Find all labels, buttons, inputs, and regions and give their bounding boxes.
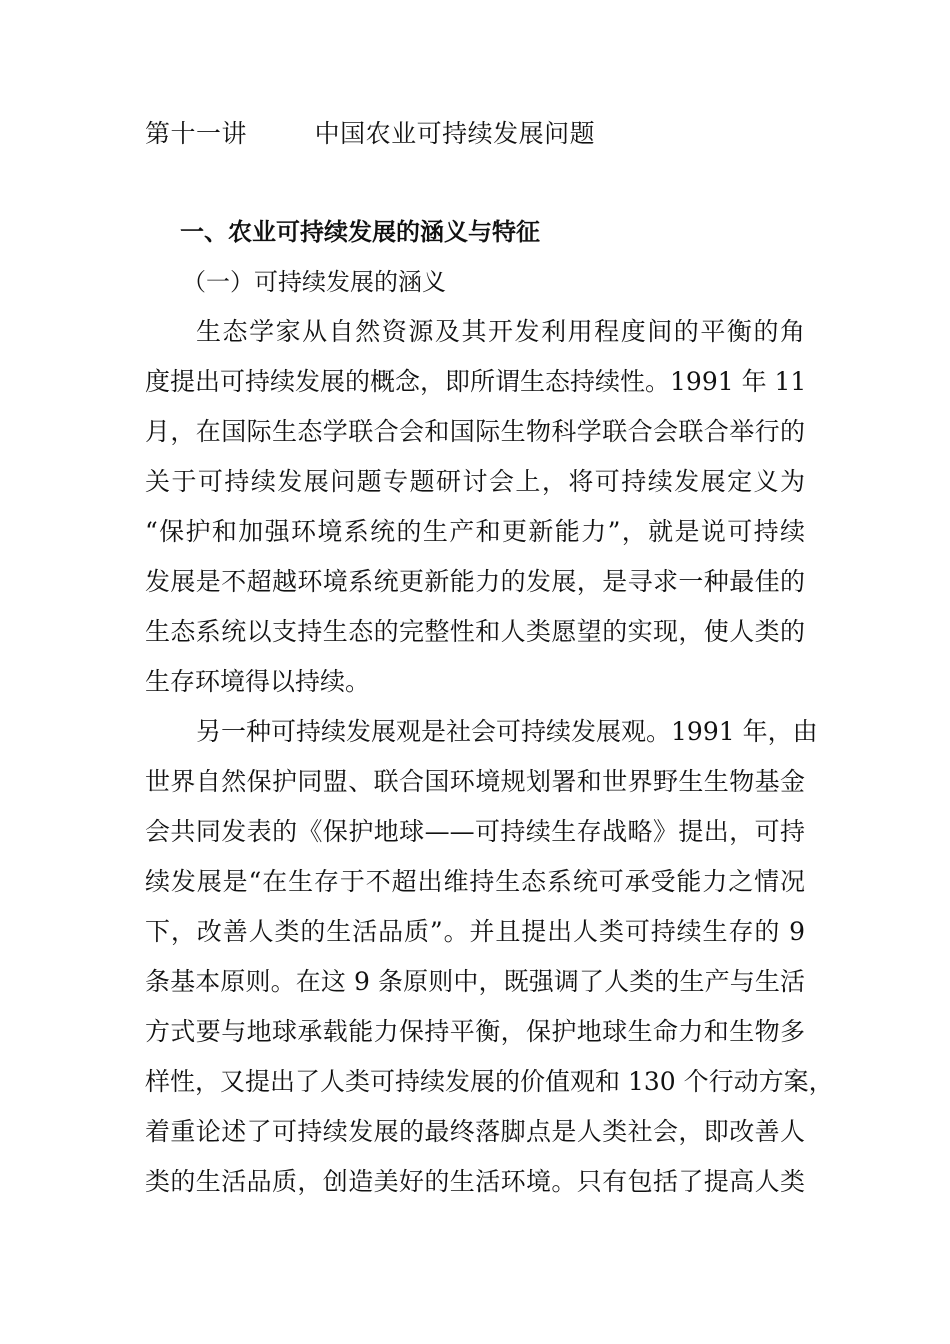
text-line: 度提出可持续发展的概念，即所谓生态持续性。1991 年 11 <box>145 367 807 396</box>
text-line: 类的生活品质，创造美好的生活环境。只有包括了提高人类 <box>145 1167 805 1196</box>
text-line: 生态学家从自然资源及其开发利用程度间的平衡的角 <box>196 317 805 346</box>
text-line: 发展是不超越环境系统更新能力的发展，是寻求一种最佳的 <box>145 567 805 596</box>
section-heading: 一、农业可持续发展的涵义与特征 <box>180 218 540 246</box>
text-line: 会共同发表的《保护地球——可持续生存战略》提出，可持 <box>145 817 805 846</box>
text-line: 下，改善人类的生活品质”。并且提出人类可持续生存的 9 <box>145 917 805 946</box>
text-line: 关于可持续发展问题专题研讨会上，将可持续发展定义为 <box>145 467 805 496</box>
text-line: 样性，又提出了人类可持续发展的价值观和 130 个行动方案， <box>145 1067 834 1096</box>
text-line: 着重论述了可持续发展的最终落脚点是人类社会，即改善人 <box>145 1117 805 1146</box>
text-line: 生存环境得以持续。 <box>145 667 371 696</box>
text-line: 月，在国际生态学联合会和国际生物科学联合会联合举行的 <box>145 417 805 446</box>
text-line: 另一种可持续发展观是社会可持续发展观。1991 年，由 <box>196 717 818 746</box>
text-line: 方式要与地球承载能力保持平衡，保护地球生命力和生物多 <box>145 1017 805 1046</box>
subsection-heading: （一）可持续发展的涵义 <box>182 268 446 296</box>
text-line: 世界自然保护同盟、联合国环境规划署和世界野生生物基金 <box>145 767 805 796</box>
text-line: 条基本原则。在这 9 条原则中，既强调了人类的生产与生活 <box>145 967 805 996</box>
text-line: 生态系统以支持生态的完整性和人类愿望的实现，使人类的 <box>145 617 805 646</box>
text-line: 续发展是“在生存于不超出维持生态系统可承受能力之情况 <box>145 867 805 896</box>
lecture-title: 第十一讲 中国农业可持续发展问题 <box>145 119 596 148</box>
text-line: “保护和加强环境系统的生产和更新能力”，就是说可持续 <box>145 517 805 546</box>
